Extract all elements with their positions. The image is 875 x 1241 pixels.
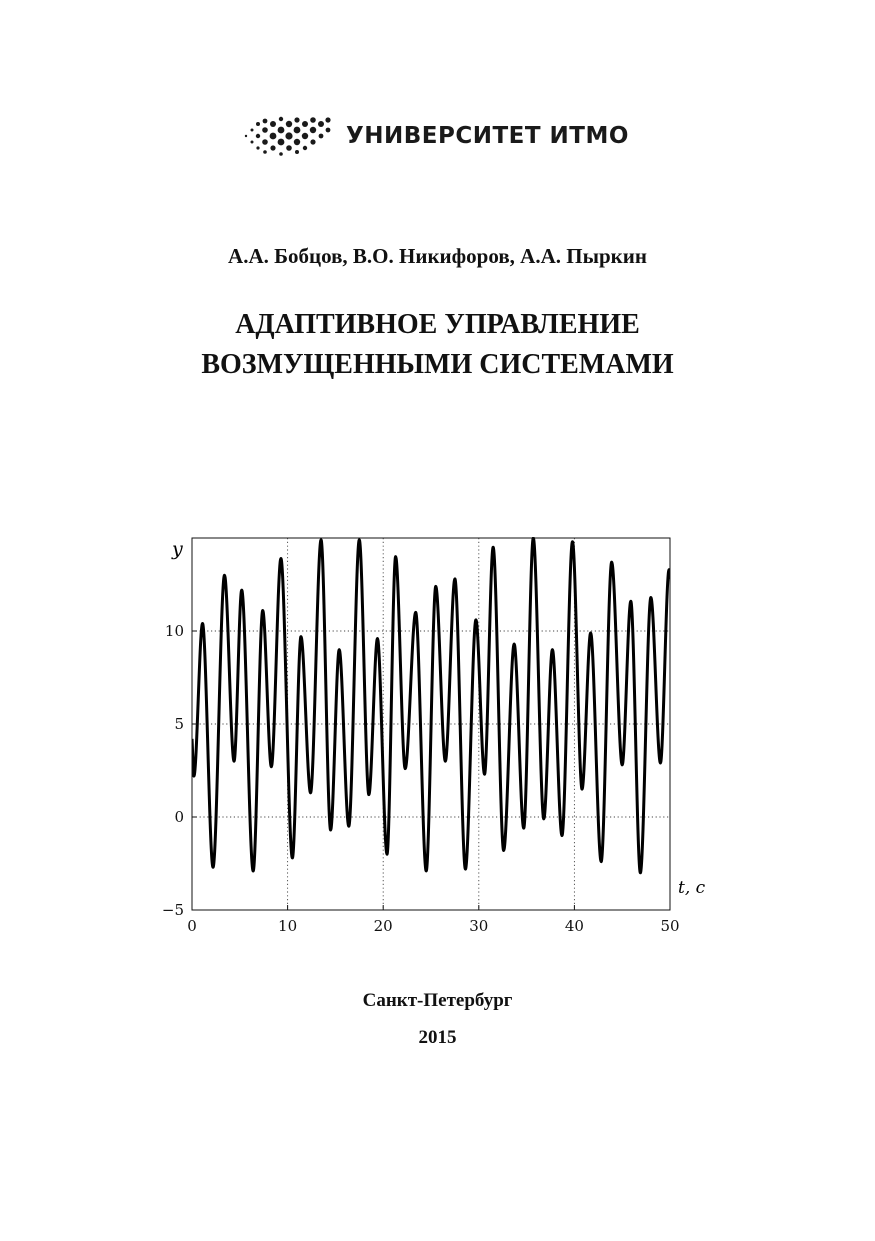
publication-city: Санкт-Петербург <box>362 990 513 1011</box>
cover-chart <box>160 530 720 950</box>
itmo-logo <box>242 114 629 158</box>
series-line <box>192 538 670 873</box>
book-title <box>0 305 875 385</box>
x-tick-label: 0 <box>187 917 197 935</box>
y-tick-label: 5 <box>174 715 184 733</box>
logo-text: УНИВЕРСИТЕТ ИТМО <box>346 123 629 149</box>
authors: А.А. Бобцов, В.О. Никифоров, А.А. Пыркин <box>228 244 647 268</box>
x-tick-label: 20 <box>373 917 393 935</box>
title-line-1: АДАПТИВНОЕ УПРАВЛЕНИЕ <box>235 309 640 340</box>
y-tick-label: −5 <box>161 901 184 919</box>
x-tick-label: 50 <box>660 917 680 935</box>
x-tick-label: 30 <box>469 917 489 935</box>
title-line-2: ВОЗМУЩЕННЫМИ СИСТЕМАМИ <box>201 349 674 380</box>
chart-curve-layer <box>192 538 670 873</box>
itmo-dots-icon <box>242 114 334 158</box>
y-tick-label: 10 <box>164 622 184 640</box>
publication-year: 2015 <box>418 1027 457 1048</box>
y-axis-label: y <box>172 538 183 560</box>
x-tick-label: 10 <box>278 917 298 935</box>
x-tick-label: 40 <box>564 917 584 935</box>
y-tick-label: 0 <box>174 808 184 826</box>
x-axis-label: t, c <box>678 878 706 898</box>
